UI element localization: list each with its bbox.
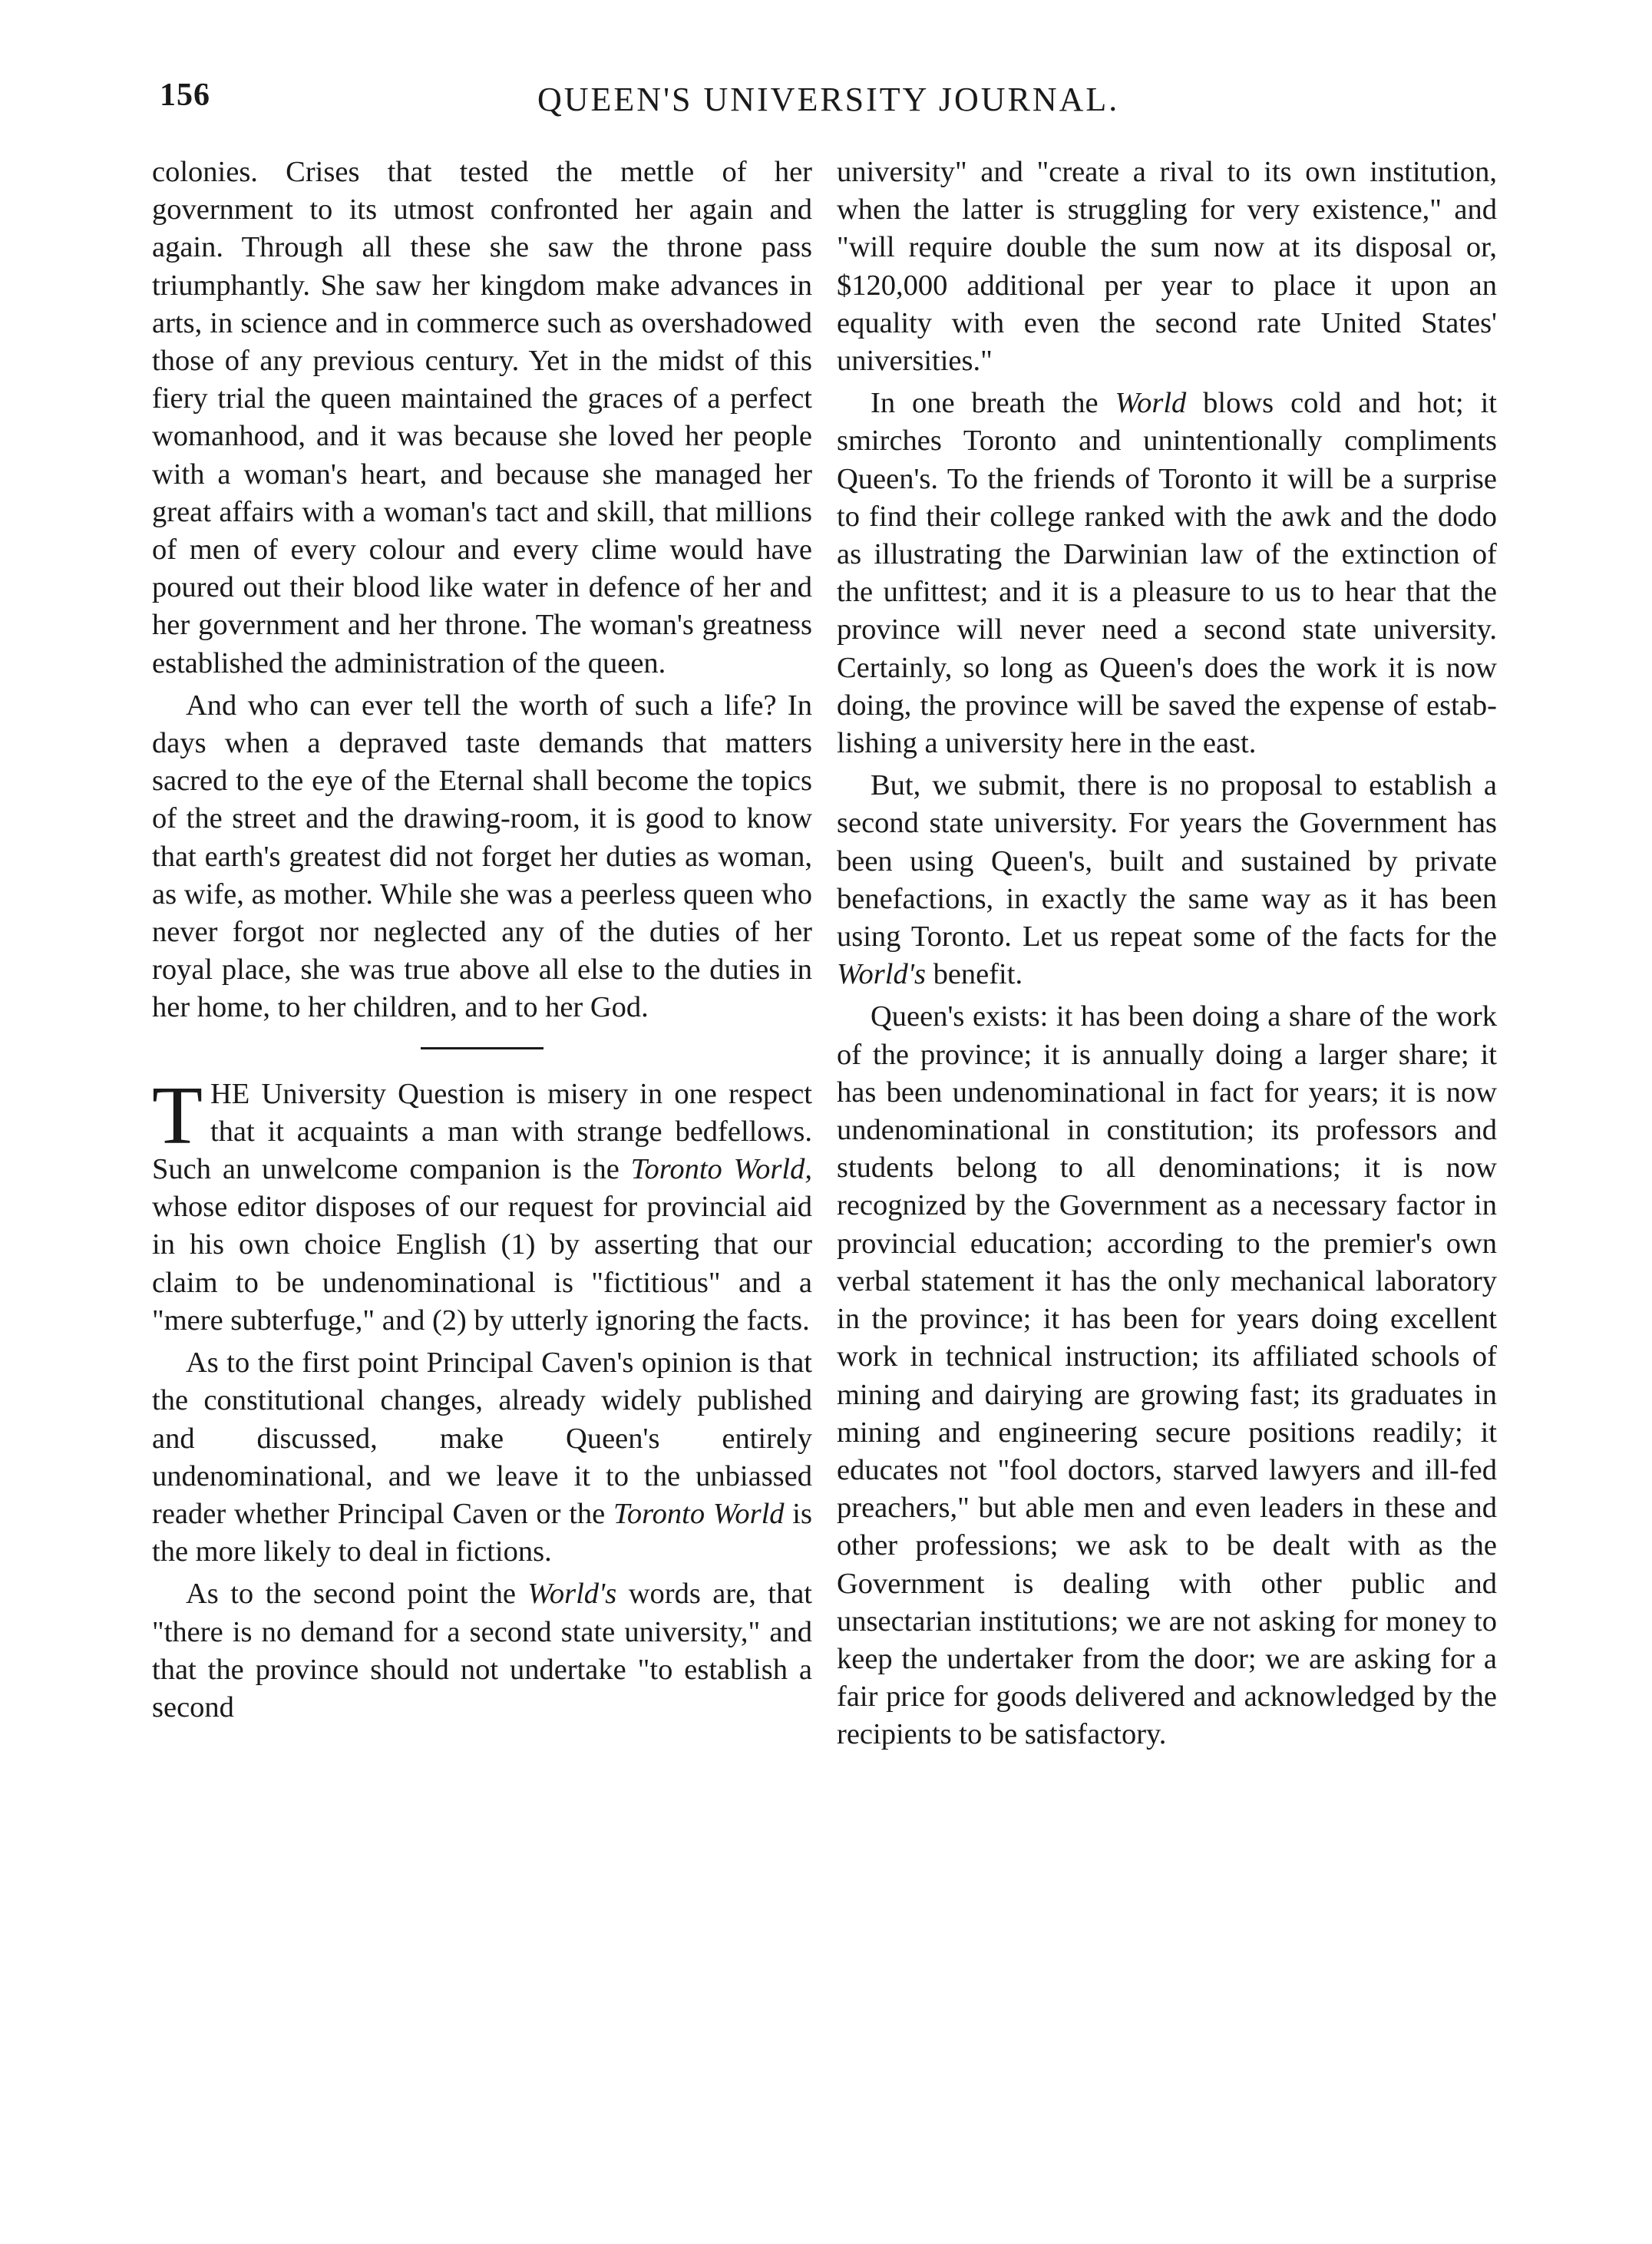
section-divider [421,1047,544,1049]
running-title: QUEEN'S UNIVERSITY JOURNAL. [537,81,1120,118]
paragraph: colonies. Crises that tested the mettle of her government to its utmost confronted her again and again. Through all these she saw the throne pass triumphantly. She saw her kingdom make advances in arts, in science and in commerce such as overshadowed those of any previous century. Yet in the midst of this fiery trial the queen maintained the graces of a perfect womanhood, and it was because she loved her people with a woman's heart, and because she managed her great affairs with a woman's tact and skill, that millions of men of every colour and every clime would have poured out their blood like water in defence of her and her government and her throne. The woman's greatness established the administration of the queen. [152,156,812,679]
paragraph: THE University Question is misery in one respect that it acquaints a man with strange bedfellows. Such an unwelcome companion is the Toronto World, whose editor disposes of our request for provincial aid in his own choice English (1) by asserting that our claim to be undenominational is "fictitious" and a "mere subterfuge," and (2) by utterly ignoring the facts. [152,1069,812,1337]
left-column [152,154,812,1727]
page-number: 156 [160,78,210,113]
right-column [837,154,1497,1754]
paragraph: But, we submit, there is no proposal to establish a second state university. For years the Government has been using Queen's, built and sustained by private benefactions, in exactly the same way as it has been using Toronto. Let us repeat some of the facts for the World's benefit. [837,769,1497,991]
publication-title: Toronto World, [630,1153,812,1186]
paragraph: In one breath the World blows cold and hot; it smirches Toronto and unintentionally compliments Queen's. To the friends of Toronto it will be a surprise to find their college ranked with the awk and the dodo as illustrating the Darwinian law of the extinction of the unfittest; and it is a pleasure to us to hear that the province will never need a second state university. Certainly, so long as Queen's does the work it is now doing, the province will be saved the expense of establishing a university here in the east. [837,387,1497,760]
paragraph: university" and "create a rival to its own institution, when the latter is struggling for very existence," and "will require double the sum now at its disposal or, $120,000 additional per year to place it upon an equality with even the second rate United States' universities." [837,156,1497,378]
paragraph: As to the second point the World's words are, that "there is no demand for a second state university," and that the province should not undertake "to establish a second [152,1578,812,1723]
publication-title: World's [527,1578,617,1611]
publication-title: World's [837,958,926,991]
publication-title: Toronto World [613,1497,785,1530]
publication-title: World [1115,387,1187,420]
drop-cap: T [152,1069,203,1162]
paragraph: As to the first point Principal Caven's opinion is that the constitutional changes, already widely published and discussed, make Queen's entirely undenominational, and we leave it to the unbiassed reader whether Principal Caven or the Toronto World is the more likely to deal in fictions. [152,1347,812,1568]
paragraph: And who can ever tell the worth of such a life? In days when a depraved taste demands that matters sacred to the eye of the Eternal shall become the topics of the street and the drawing-room, it is good to know that earth's greatest did not forget her duties as woman, as wife, as mother. While she was a peerless queen who never forgot nor neglected any of the duties of her royal place, she was true above all else to the duties in her home, to her children, and to her God. [152,689,812,1024]
paragraph: Queen's exists: it has been doing a share of the work of the province; it is annually doing a larger share; it has been undenominational in fact for years; it is now undenominational in constitution; its professors and students belong to all denominations; it is now recognized by the Government as a necessary factor in provincial education; according to the premier's own verbal statement it has the only mechanical laboratory in the province; it has been for years doing excellent work in technical instruction; its affiliated schools of mining and dairying are growing fast; its graduates in mining and engineering secure positions readily; it educates not "fool doctors, starved lawyers and ill-fed preachers," but able men and even leaders in these and other professions; we ask to be dealt with as the Government is dealing with other public and unsectarian institutions; we are not asking for money to keep the undertaker from the door; we are asking for a fair price for goods delivered and acknowledged by the recipients to be satisfactory. [837,1000,1497,1751]
page-header [154,77,1505,131]
